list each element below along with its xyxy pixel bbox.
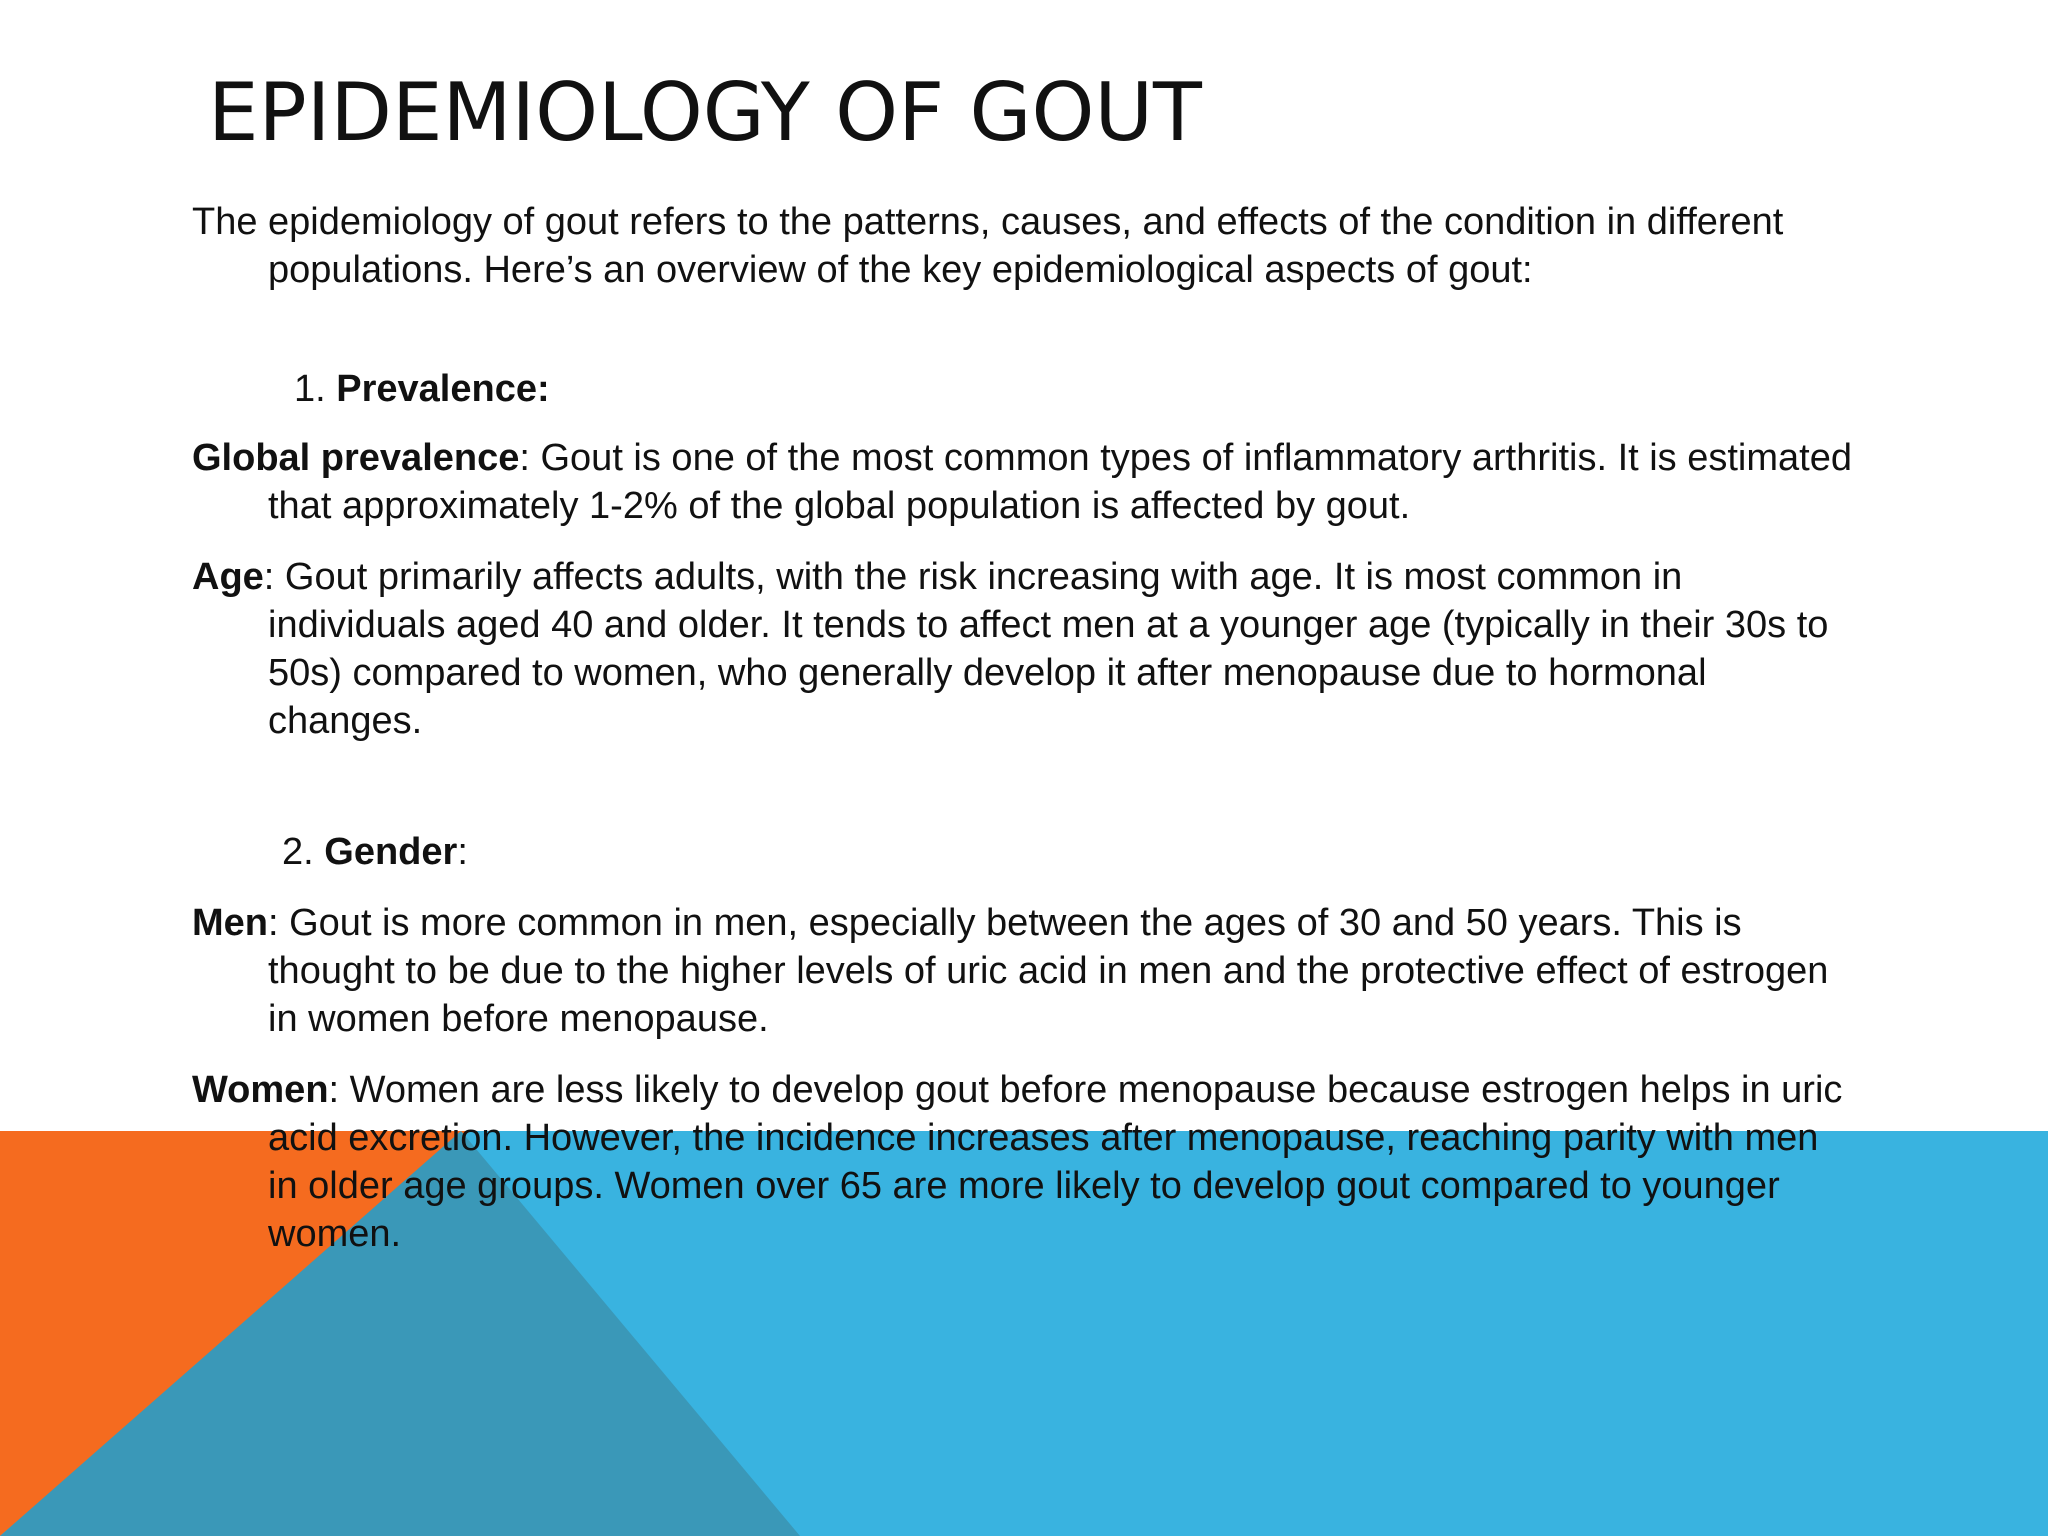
term-global-prevalence: Global prevalence	[192, 437, 520, 479]
slide-title: EPIDEMIOLOGY OF GOUT	[208, 66, 1202, 159]
text-age: : Gout primarily affects adults, with the risk increasing with age. It is most common in individuals aged 40 and older. It tends to affect men at a younger age (typically in their 30s to 50s) compared to women, who generally develop it after menopause due to hormonal changes.	[263, 556, 1829, 742]
text-global-prevalence: : Gout is one of the most common types of inflammatory arthritis. It is estimated that approximately 1-2% of the global population is affected by gout.	[268, 437, 1852, 527]
paragraph-global-prevalence	[192, 434, 1852, 530]
paragraph-men	[192, 899, 1852, 1043]
section-number: 1.	[294, 368, 326, 410]
intro-paragraph: The epidemiology of gout refers to the patterns, causes, and effects of the condition in different populations. Here’s an overview of the key epidemiological aspects of gout:	[192, 201, 1784, 291]
paragraph-women	[192, 1066, 1852, 1258]
slide-body	[192, 198, 1852, 1258]
term-men: Men	[192, 902, 268, 944]
section-number: 2.	[282, 831, 314, 873]
term-women: Women	[192, 1069, 329, 1111]
text-women: : Women are less likely to develop gout before menopause because estrogen helps in uric acid excretion. However, the incidence increases after menopause, reaching parity with men in older age groups. Women over 65 are more likely to develop gout compared to younger women.	[268, 1069, 1843, 1255]
paragraph-age	[192, 553, 1852, 745]
section-suffix: :	[457, 831, 468, 873]
term-age: Age	[192, 556, 264, 598]
section-heading-prevalence	[192, 365, 1852, 413]
section-label: Prevalence:	[336, 368, 550, 410]
text-men: : Gout is more common in men, especially between the ages of 30 and 50 years. This is thought to be due to the higher levels of uric acid in men and the protective effect of estrogen in women before menopause.	[268, 902, 1829, 1040]
section-heading-gender	[192, 828, 1852, 876]
section-label: Gender	[324, 831, 458, 873]
